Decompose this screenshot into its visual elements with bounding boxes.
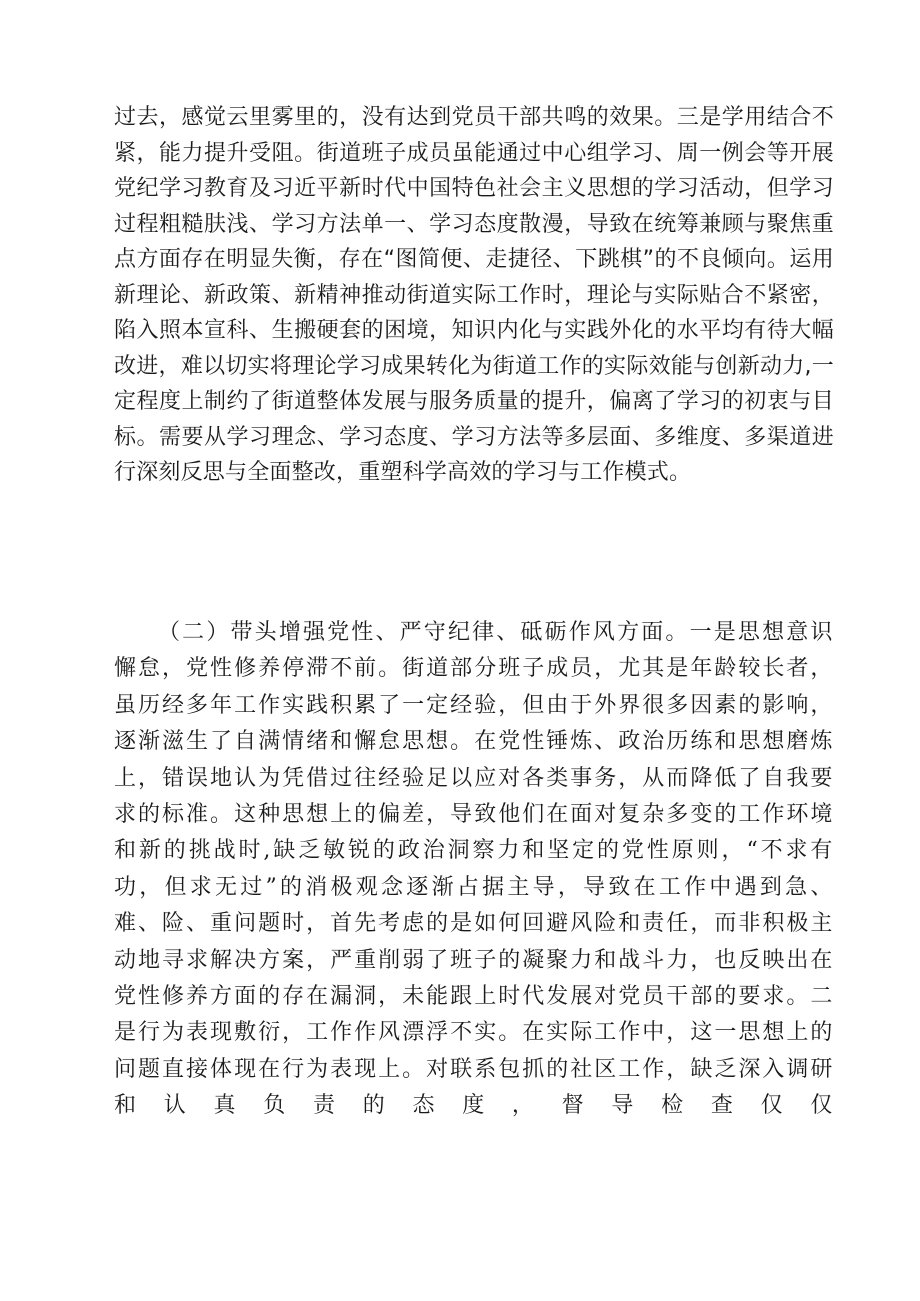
paragraph-study-application: 过去，感觉云里雾里的，没有达到党员干部共鸣的效果。三是学用结合不紧，能力提升受阻。街道班子成员虽能通过中心组学习、周一例会等开展党纪学习教育及习近平新时代中国特色社会主义思想的学习活动，但学习过程粗糙肤浅、学习方法单一、学习态度散漫，导致在统筹兼顾与聚焦重点方面存在明显失衡，存在“图简便、走捷径、下跳棋”的不良倾向。运用新理论、新政策、新精神推动街道实际工作时，理论与实际贴合不紧密，陷入照本宣科、生搬硬套的困境，知识内化与实践外化的水平均有待大幅改进，难以切实将理论学习成果转化为街道工作的实际效能与创新动力,一定程度上制约了街道整体发展与服务质量的提升，偏离了学习的初衷与目标。需要从学习理念、学习态度、学习方法等多层面、多维度、多渠道进行深刻反思与全面整改，重塑科学高效的学习与工作模式。 bbox=[114, 105, 834, 485]
paragraph-party-spirit-section: （二）带头增强党性、严守纪律、砥砺作风方面。一是思想意识懈怠，党性修养停滞不前。街道部分班子成员，尤其是年龄较长者，虽历经多年工作实践积累了一定经验，但由于外界很多因素的影响，逐渐滋生了自满情绪和懈怠思想。在党性锤炼、政治历练和思想磨炼上，错误地认为凭借过往经验足以应对各类事务，从而降低了自我要求的标准。这种思想上的偏差，导致他们在面对复杂多变的工作环境和新的挑战时,缺乏敏锐的政治洞察力和坚定的党性原则，“不求有功，但求无过”的消极观念逐渐占据主导，导致在工作中遇到急、难、险、重问题时，首先考虑的是如何回避风险和责任，而非积极主动地寻求解决方案，严重削弱了班子的凝聚力和战斗力，也反映出在党性修养方面的存在漏洞，未能跟上时代发展对党员干部的要求。二是行为表现敷衍，工作作风漂浮不实。在实际工作中，这一思想上的问题直接体现在行为表现上。对联系包抓的社区工作，缺乏深入调研和认真负责的态度，督导检查仅仅 bbox=[114, 620, 834, 1119]
